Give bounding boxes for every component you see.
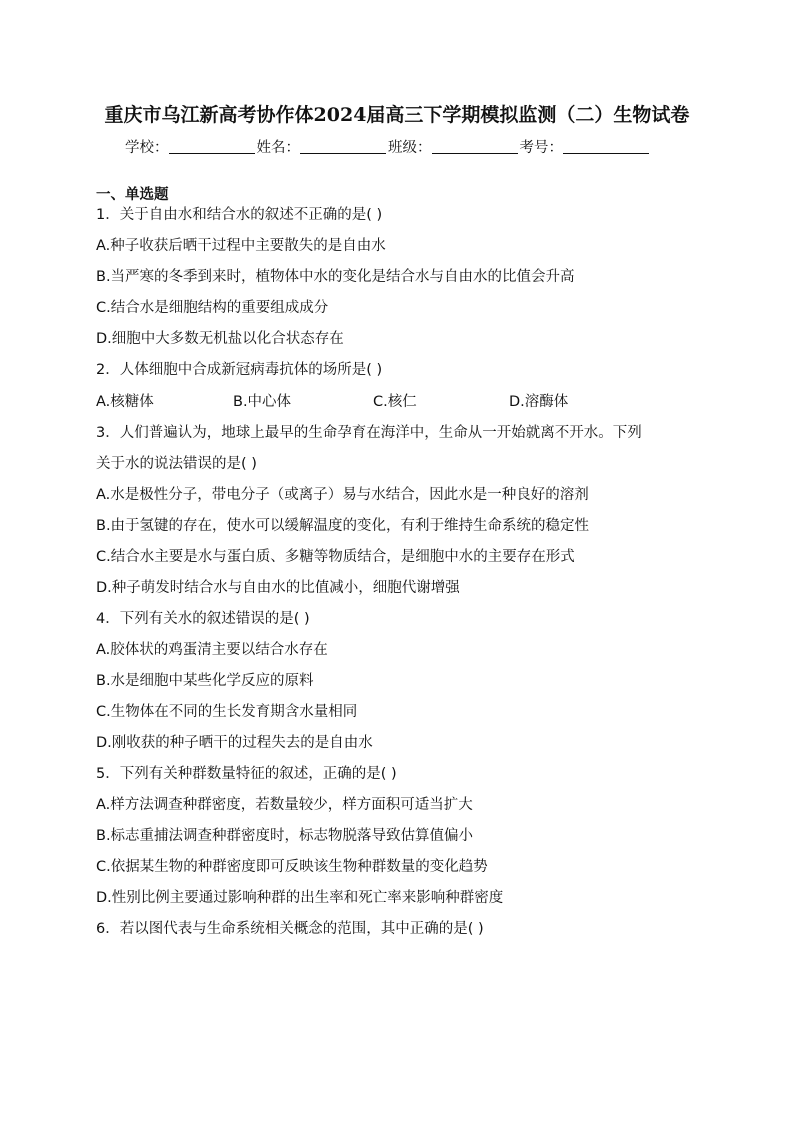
name-blank[interactable] [300,139,386,154]
option-a: A.种子收获后晒干过程中主要散失的是自由水 [96,238,386,254]
section-title: 一、单选题 [96,187,169,203]
option-row [96,393,696,411]
option-c: C.依据某生物的种群密度即可反映该生物种群数量的变化趋势 [96,859,488,875]
option-b: B.中心体 [233,394,292,410]
number-blank[interactable] [563,139,649,154]
student-info-row [125,136,651,157]
option-c: C.核仁 [373,394,417,410]
option-a: A.水是极性分子，带电分子（或离子）易与水结合，因此水是一种良好的溶剂 [96,487,589,503]
class-label: 班级： [388,140,432,156]
option-d: D.细胞中大多数无机盐以化合状态存在 [96,331,344,347]
question-stem: 4．下列有关水的叙述错误的是( ) [96,611,310,627]
question-stem-line2: 关于水的说法错误的是( ) [96,456,257,472]
class-blank[interactable] [432,139,518,154]
exam-title: 重庆市乌江新高考协作体2024届高三下学期模拟监测（二）生物试卷 [104,104,690,126]
option-d: D.性别比例主要通过影响种群的出生率和死亡率来影响种群密度 [96,890,504,906]
option-d: D.种子萌发时结合水与自由水的比值减小，细胞代谢增强 [96,580,460,596]
question-stem: 2．人体细胞中合成新冠病毒抗体的场所是( ) [96,362,383,378]
option-c: C.结合水是细胞结构的重要组成成分 [96,300,329,316]
option-b: B.标志重捕法调查种群密度时，标志物脱落导致估算值偏小 [96,828,474,844]
option-d: D.刚收获的种子晒干的过程失去的是自由水 [96,735,373,751]
option-b: B.水是细胞中某些化学反应的原料 [96,673,314,689]
question-stem-line1: 3．人们普遍认为，地球上最早的生命孕育在海洋中，生命从一开始就离不开水。下列 [96,425,642,441]
option-c: C.结合水主要是水与蛋白质、多糖等物质结合，是细胞中水的主要存在形式 [96,549,575,565]
question-stem: 1．关于自由水和结合水的叙述不正确的是( ) [96,207,383,223]
option-d: D.溶酶体 [509,394,569,410]
number-label: 考号： [519,140,563,156]
name-label: 姓名： [256,140,300,156]
option-a: A.核糖体 [96,394,154,410]
option-b: B.由于氢键的存在，使水可以缓解温度的变化，有利于维持生命系统的稳定性 [96,518,590,534]
option-a: A.样方法调查种群密度，若数量较少，样方面积可适当扩大 [96,797,473,813]
question-stem: 5．下列有关种群数量特征的叙述，正确的是( ) [96,766,397,782]
question-stem: 6．若以图代表与生命系统相关概念的范围，其中正确的是( ) [96,921,484,937]
option-b: B.当严寒的冬季到来时，植物体中水的变化是结合水与自由水的比值会升高 [96,269,575,285]
option-a: A.胶体状的鸡蛋清主要以结合水存在 [96,642,328,658]
school-label: 学校： [125,140,169,156]
option-c: C.生物体在不同的生长发育期含水量相同 [96,704,358,720]
school-blank[interactable] [169,139,255,154]
